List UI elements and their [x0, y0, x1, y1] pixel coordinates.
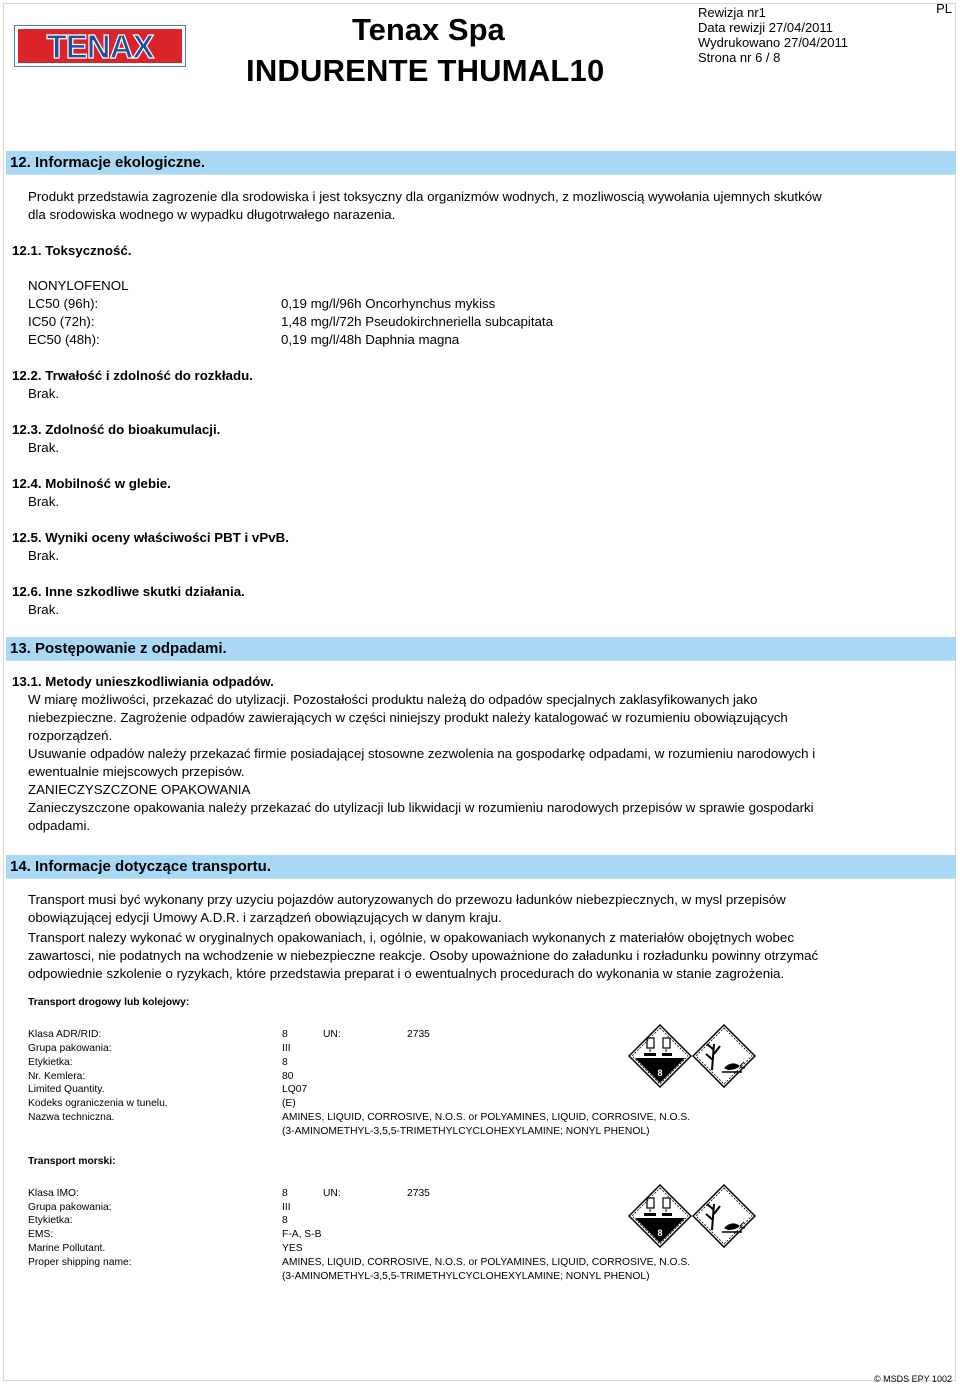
waste-line: W miarę możliwości, przekazać do utylizacji. Pozostałości produktu należą do odpadów specjalnych zaklasyfikowanych jako [28, 692, 758, 707]
road-value: III [282, 1043, 291, 1054]
road-value: (3-AMINOMETHYL-3,5,5-TRIMETHYLCYCLOHEXYLAMINE; NONYL PHENOL) [282, 1126, 650, 1137]
tox-label: LC50 (96h): [28, 296, 99, 311]
un-label: UN: [323, 1029, 341, 1040]
road-label: Nazwa techniczna. [28, 1112, 115, 1123]
road-transport-heading: Transport drogowy lub kolejowy: [28, 997, 190, 1008]
sea-value: YES [282, 1243, 303, 1254]
none-value: Brak. [28, 494, 60, 509]
section-12-bar [6, 151, 956, 175]
waste-line: rozporządzeń. [28, 728, 113, 743]
road-value: 80 [282, 1071, 294, 1082]
sea-label: Marine Pollutant. [28, 1243, 106, 1254]
subsection-12-3: 12.3. Zdolność do bioakumulacji. [12, 422, 221, 437]
subsection-12-5: 12.5. Wyniki oceny właściwości PBT i vPvB. [12, 530, 289, 545]
waste-line: Usuwanie odpadów należy przekazać firmie posiadającej stosowne zezwolenia na gospodarkę odpadami, w rozumieniu narodowych i [28, 746, 816, 761]
tox-label: IC50 (72h): [28, 314, 95, 329]
un-number: 2735 [407, 1188, 430, 1199]
section-title: 14. Informacje dotyczące transportu. [10, 858, 271, 875]
revision-date: Data rewizji 27/04/2011 [698, 20, 833, 35]
revision: Rewizja nr1 [698, 5, 766, 20]
company-name: Tenax Spa [352, 12, 505, 47]
road-value: LQ07 [282, 1084, 308, 1095]
waste-line: niebezpieczne. Zagrożenie odpadów zawierających w części niniejszy produkt należy katalogować w rozumieniu obowiązujących [28, 710, 788, 725]
road-label: Nr. Kemlera: [28, 1071, 86, 1082]
un-label: UN: [323, 1188, 341, 1199]
road-label: Etykietka: [28, 1057, 73, 1068]
sea-value: 8 [282, 1188, 288, 1199]
sea-value: AMINES, LIQUID, CORROSIVE, N.O.S. or POLYAMINES, LIQUID, CORROSIVE, N.O.S. [282, 1257, 691, 1268]
road-label: Kodeks ograniczenia w tunelu. [28, 1098, 168, 1109]
tox-value: 1,48 mg/l/72h Pseudokirchneriella subcapitata [281, 314, 554, 329]
waste-line: odpadami. [28, 818, 91, 833]
eco-intro-line-2: dla srodowiska wodnego w wypadku długotrwałego narazenia. [28, 207, 396, 222]
transport-line: odpowiednie szkolenie o ryzykach, które przedstawia preparat i o ewentualnych procedurach do wykonania w stanie zagrożenia. [28, 966, 785, 981]
section-14-bar [6, 855, 956, 879]
footer [874, 1374, 952, 1384]
environment-hazard-pictogram [692, 1184, 756, 1248]
un-number: 2735 [407, 1029, 430, 1040]
section-title: 12. Informacje ekologiczne. [10, 154, 206, 171]
road-value: (E) [282, 1098, 296, 1109]
copyright-icon: © [873, 1374, 881, 1384]
subsection-12-4: 12.4. Mobilność w glebie. [12, 476, 171, 491]
road-label: Limited Quantity. [28, 1084, 105, 1095]
transport-line: obowiązującej edycji Umowy A.D.R. i zarządzeń obowiązujących w danym kraju. [28, 910, 502, 925]
tox-value: 0,19 mg/l/96h Oncorhynchus mykiss [281, 296, 496, 311]
corrosive-pictogram [628, 1184, 692, 1248]
sea-label: Grupa pakowania: [28, 1202, 112, 1213]
page-number: Strona nr 6 / 8 [698, 50, 781, 65]
road-value: AMINES, LIQUID, CORROSIVE, N.O.S. or POLYAMINES, LIQUID, CORROSIVE, N.O.S. [282, 1112, 691, 1123]
section-title: 13. Postępowanie z odpadami. [10, 640, 227, 657]
none-value: Brak. [28, 602, 60, 617]
section-13-bar [6, 637, 956, 661]
subsection-13-1: 13.1. Metody unieszkodliwiania odpadów. [12, 674, 274, 689]
transport-line: zawartosci, nie podatnych na wchodzenie w niebezpieczne reakcje. Osoby upoważnione do załadunku i rozładunku powinny otrzymać [28, 948, 819, 963]
pictogram-class-label: 8 [657, 1068, 663, 1078]
subsection-12-6: 12.6. Inne szkodliwe skutki działania. [12, 584, 245, 599]
logo-text: TENAX [46, 28, 154, 65]
none-value: Brak. [28, 548, 60, 563]
waste-line: ewentualnie miejscowych przepisów. [28, 764, 245, 779]
transport-line: Transport nalezy wykonać w oryginalnych opakowaniach, i, ogólnie, w opakowaniach wykonanych z materiałów obojętnych wobec [28, 930, 794, 945]
eco-intro-line-1: Produkt przedstawia zagrozenie dla srodowiska i jest toksyczny dla organizmów wodnych, z mozliwoscią wywołania ujemnych skutków [28, 189, 822, 204]
sea-label: Klasa IMO: [28, 1188, 79, 1199]
road-label: Klasa ADR/RID: [28, 1029, 102, 1040]
none-value: Brak. [28, 386, 60, 401]
sea-value: F-A, S-B [282, 1229, 322, 1240]
waste-line: Zanieczyszczone opakowania należy przekazać do utylizacji lub likwidacji w rozumieniu narodowych przepisów w sprawie gospodarki [28, 800, 814, 815]
sea-value: 8 [282, 1215, 288, 1226]
road-label: Grupa pakowania: [28, 1043, 112, 1054]
pictogram-class-label: 8 [657, 1228, 663, 1238]
transport-line: Transport musi być wykonany przy uzyciu pojazdów autoryzowanych do przewozu ładunków niebezpiecznych, w mysl przepisów [28, 892, 786, 907]
subsection-12-1: 12.1. Toksyczność. [12, 243, 132, 258]
product-name: INDURENTE THUMAL10 [246, 53, 605, 88]
environment-hazard-pictogram [692, 1024, 756, 1088]
sea-value: III [282, 1202, 291, 1213]
corrosive-pictogram [628, 1024, 692, 1088]
tox-label: EC50 (48h): [28, 332, 100, 347]
tenax-logo [14, 25, 186, 67]
substance-name: NONYLOFENOL [28, 278, 129, 293]
sea-label: Proper shipping name: [28, 1257, 132, 1268]
sea-value: (3-AMINOMETHYL-3,5,5-TRIMETHYLCYCLOHEXYLAMINE; NONYL PHENOL) [282, 1271, 650, 1282]
footer-code: MSDS EPY 1002 [883, 1374, 952, 1384]
road-value: 8 [282, 1057, 288, 1068]
tox-value: 0,19 mg/l/48h Daphnia magna [281, 332, 460, 347]
sea-transport-heading: Transport morski: [28, 1156, 116, 1167]
print-date: Wydrukowano 27/04/2011 [698, 35, 848, 50]
language-code: PL [936, 1, 952, 16]
waste-line: ZANIECZYSZCZONE OPAKOWANIA [28, 782, 251, 797]
none-value: Brak. [28, 440, 60, 455]
sea-label: EMS: [28, 1229, 54, 1240]
subsection-12-2: 12.2. Trwałość i zdolność do rozkładu. [12, 368, 253, 383]
sea-label: Etykietka: [28, 1215, 73, 1226]
road-value: 8 [282, 1029, 288, 1040]
